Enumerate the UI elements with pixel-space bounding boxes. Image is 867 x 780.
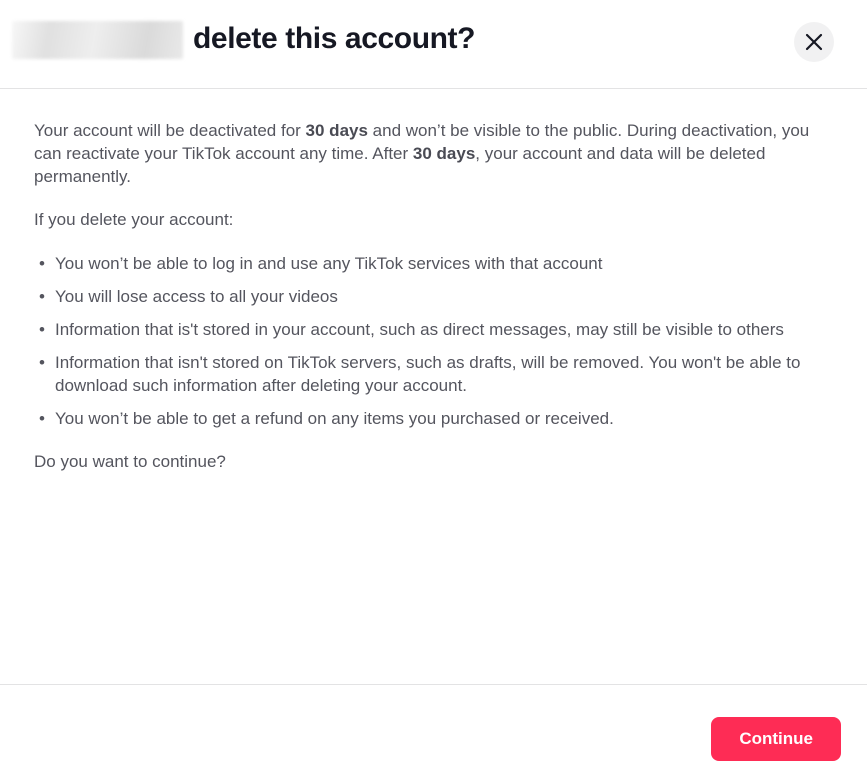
intro-bold-30-days-2: 30 days bbox=[412, 144, 476, 163]
page-title: delete this account? bbox=[193, 22, 476, 55]
close-icon bbox=[805, 33, 823, 51]
intro-text-3: , your account and data will be deleted permanently. bbox=[34, 144, 766, 186]
list-item: • Information that is't stored in your account, such as direct messages, may still be visible to others bbox=[34, 318, 820, 341]
redacted-title-segment bbox=[12, 21, 183, 59]
list-item: • Information that isn't stored on TikTok servers, such as drafts, will be removed. You won't be able to download such information after deleting your account. bbox=[34, 351, 820, 397]
list-item: • You will lose access to all your videos bbox=[34, 285, 820, 308]
continue-button[interactable]: Continue bbox=[711, 717, 841, 761]
intro-text-2: and won’t be visible to the public. During deactivation, you can reactivate your TikTok account any time. After bbox=[34, 121, 810, 163]
list-item: • You won’t be able to get a refund on any items you purchased or received. bbox=[34, 407, 820, 430]
list-heading: If you delete your account: bbox=[34, 210, 234, 229]
dialog-header bbox=[0, 0, 867, 89]
consequences-list bbox=[34, 252, 820, 430]
intro-paragraph bbox=[34, 119, 820, 188]
dialog-footer bbox=[0, 684, 867, 780]
intro-text-1: Your account will be deactivated for bbox=[34, 121, 306, 140]
confirm-question: Do you want to continue? bbox=[34, 452, 226, 471]
close-button[interactable] bbox=[794, 22, 834, 62]
list-item: • You won’t be able to log in and use any TikTok services with that account bbox=[34, 252, 820, 275]
dialog-body bbox=[0, 89, 867, 684]
intro-bold-30-days-1: 30 days bbox=[305, 121, 368, 140]
